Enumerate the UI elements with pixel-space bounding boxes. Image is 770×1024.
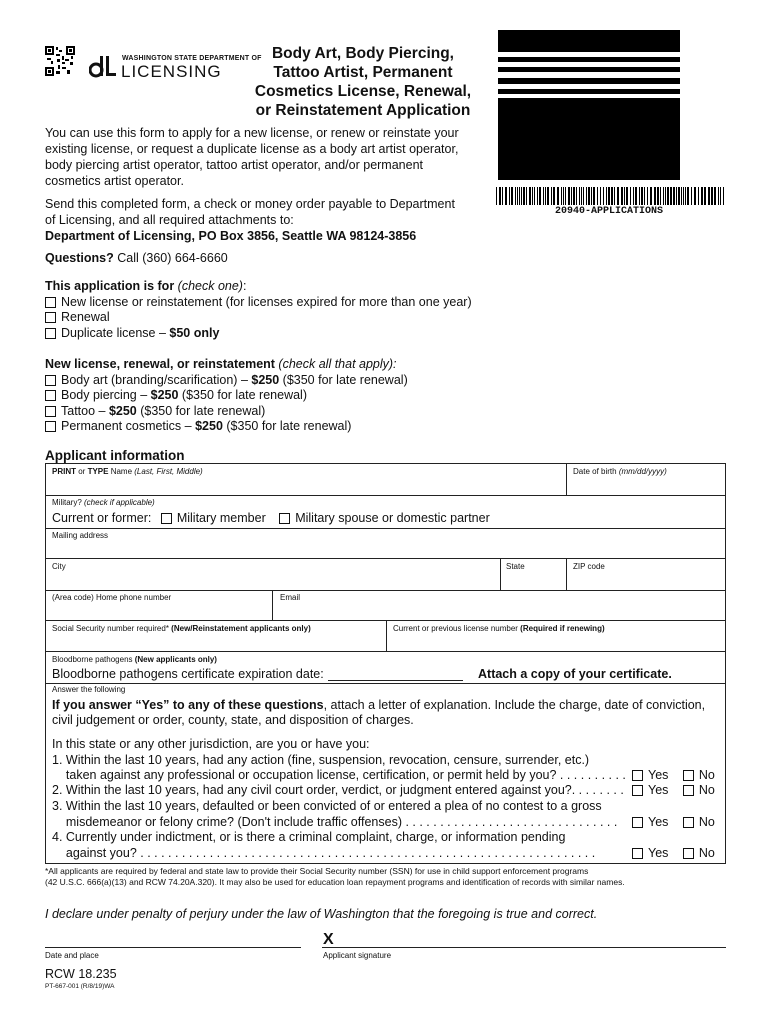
option-fee: $250 (251, 373, 280, 387)
option-tattoo[interactable] (45, 403, 265, 419)
form-id: PT-667-001 (R/8/19)WA (45, 983, 115, 990)
form-title (234, 44, 492, 120)
city-label: City (52, 562, 66, 571)
prev-license-label (393, 624, 605, 634)
barcode-text: 20940-APPLICATIONS (555, 206, 664, 217)
label-bold: (New/Reinstatement applicants only) (171, 624, 311, 633)
date-place-input[interactable] (45, 930, 301, 948)
bbp-date-input[interactable] (328, 666, 463, 681)
option-label: Permanent cosmetics – (61, 419, 196, 433)
footnote-line-1: *All applicants are required by federal and state law to provide their Social Security number (SSN) for use in child support enforcement programs (45, 866, 589, 876)
dol-logo-icon (89, 54, 117, 78)
option-late-fee: ($350 for late renewal) (222, 419, 352, 433)
intro-line-2: existing license, or request a duplicate license as a body art artist operator, (45, 142, 459, 156)
applicant-section-title: Applicant information (45, 448, 185, 463)
question-4-answers (632, 845, 715, 861)
yes-label: Yes (648, 783, 669, 797)
label-hint: (mm/dd/yyyy) (618, 467, 667, 476)
body-piercing-checkbox[interactable] (45, 390, 56, 401)
agency-name-top: WASHINGTON STATE DEPARTMENT OF (122, 55, 262, 62)
new-license-checkbox[interactable] (45, 297, 56, 308)
question-3-line-1: 3. Within the last 10 years, defaulted or been convicted of or entered a plea of no contest to a gross (52, 799, 602, 813)
dob-input[interactable] (569, 478, 723, 493)
state-input[interactable] (503, 573, 564, 588)
label-bold: (New applicants only) (134, 655, 217, 664)
intro-rest: , attach a letter of explanation. Include the charge, date of conviction, (323, 698, 706, 712)
duplicate-fee: $50 only (169, 326, 220, 340)
q3-yes-checkbox[interactable] (632, 817, 643, 828)
no-label: No (698, 783, 715, 797)
perjury-declaration: I declare under penalty of perjury under the law of Washington that the foregoing is true and correct. (45, 907, 598, 921)
option-label: Duplicate license – (61, 326, 170, 340)
questions-label: Questions? (45, 251, 114, 265)
no-label: No (698, 846, 715, 860)
option-permanent-cosmetics[interactable] (45, 418, 351, 434)
intro-line-4: cosmetics artist operator. (45, 174, 184, 188)
title-line-2: Tattoo Artist, Permanent (273, 64, 453, 81)
option-late-fee: ($350 for late renewal) (136, 404, 266, 418)
ssn-input[interactable] (48, 635, 384, 649)
title-line-4: or Reinstatement Application (255, 102, 471, 119)
ssn-footnote (45, 866, 625, 888)
duplicate-checkbox[interactable] (45, 328, 56, 339)
q1-yes-checkbox[interactable] (632, 770, 643, 781)
agency-name-main: LICENSING (121, 62, 222, 81)
label-hint: (check if applicable) (84, 498, 155, 507)
question-1-line-2: taken against any professional or occupation license, certification, or permit held by you? . . . . . . . . . . (52, 768, 626, 782)
label-part: Current or previous license number (393, 624, 521, 633)
option-label: Body art (branding/scarification) – (61, 373, 252, 387)
phone-input[interactable] (48, 604, 270, 618)
bbp-expiration-text: Bloodborne pathogens certificate expiration date: (52, 667, 324, 681)
label-part: Date of birth (573, 467, 619, 476)
label-part: Military? (52, 498, 85, 507)
license-types-heading (45, 356, 397, 372)
license-types-label: New license, renewal, or reinstatement (45, 357, 275, 371)
option-renewal[interactable] (45, 309, 110, 325)
option-fee: $250 (150, 388, 179, 402)
body-art-checkbox[interactable] (45, 375, 56, 386)
option-fee: $250 (195, 419, 223, 433)
prev-license-input[interactable] (389, 635, 723, 649)
intro-line-3: body piercing artist operator, tattoo artist operator, and/or permanent (45, 158, 423, 172)
license-types-hint: (check all that apply): (274, 357, 397, 371)
intro-paragraph (45, 125, 495, 189)
label-part: or (76, 467, 88, 476)
military-member-checkbox[interactable] (161, 513, 172, 524)
label-part: Social Security number required* (52, 624, 172, 633)
permanent-cosmetics-checkbox[interactable] (45, 421, 56, 432)
label-bold: (Required if renewing) (520, 624, 605, 633)
email-input[interactable] (275, 604, 723, 618)
phone-label: (Area code) Home phone number (52, 593, 172, 602)
zip-input[interactable] (569, 573, 723, 588)
no-label: No (698, 768, 715, 782)
renewal-checkbox[interactable] (45, 312, 56, 323)
footnote-line-2: (42 U.S.C. 666(a)(13) and RCW 74.20A.320). It may also be used for education loan repayment programs and identification of records with similar names. (45, 877, 625, 887)
option-fee: $250 (108, 404, 137, 418)
send-line-2: of Licensing, and all required attachments to: (45, 213, 294, 227)
title-line-3: Cosmetics License, Renewal, (254, 83, 472, 100)
q3-no-checkbox[interactable] (683, 817, 694, 828)
question-1-answers (632, 767, 715, 783)
date-place-label: Date and place (45, 951, 99, 960)
mailing-address-input[interactable] (48, 542, 723, 556)
q2-yes-checkbox[interactable] (632, 785, 643, 796)
option-label: New license or reinstatement (for licenses expired for more than one year) (61, 295, 472, 309)
q2-no-checkbox[interactable] (683, 785, 694, 796)
tattoo-checkbox[interactable] (45, 406, 56, 417)
question-1-line-1: 1. Within the last 10 years, had any action (fine, suspension, revocation, censure, surrender, etc.) (52, 753, 590, 767)
name-field-label (52, 467, 203, 477)
q1-no-checkbox[interactable] (683, 770, 694, 781)
mailing-address-text: Department of Licensing, PO Box 3856, Seattle WA 98124-3856 (45, 229, 417, 243)
option-new-license[interactable] (45, 294, 472, 310)
city-input[interactable] (48, 573, 498, 588)
answer-following-label: Answer the following (52, 685, 126, 694)
question-3-line-2: misdemeanor or felony crime? (Don't include traffic offenses) . . . . . . . . . . . . . . . . . . . . . . . . . . . . . . . (52, 815, 618, 829)
question-2-answers (632, 782, 715, 798)
military-options (52, 510, 490, 526)
option-label: Body piercing – (61, 388, 151, 402)
signature-label: Applicant signature (323, 951, 392, 960)
title-line-1: Body Art, Body Piercing, (271, 45, 454, 62)
option-label: Renewal (61, 310, 110, 324)
signature-x-mark: X (323, 931, 334, 948)
label-hint: (Last, First, Middle) (134, 467, 203, 476)
intro-line-1: You can use this form to apply for a new license, or renew or reinstate your (45, 126, 459, 140)
send-line-1: Send this completed form, a check or money order payable to Department (45, 197, 455, 211)
questions-contact (45, 250, 228, 266)
military-spouse-label: Military spouse or domestic partner (295, 511, 490, 525)
state-label: State (506, 562, 525, 571)
question-3-answers (632, 814, 715, 830)
no-label: No (698, 815, 715, 829)
bbp-attach-note: Attach a copy of your certificate. (478, 667, 672, 681)
option-late-fee: ($350 for late renewal) (279, 373, 408, 387)
application-for-heading (45, 278, 246, 294)
military-spouse-checkbox[interactable] (279, 513, 290, 524)
label-part: PRINT (52, 467, 76, 476)
barcode-bars (496, 187, 726, 207)
yes-label: Yes (648, 768, 669, 782)
qr-code (45, 46, 75, 76)
military-prefix: Current or former: (52, 511, 152, 525)
question-4-line-1: 4. Currently under indictment, or is there a criminal complaint, charge, or information pending (52, 830, 566, 844)
questions-lead: In this state or any other jurisdiction, are you or have you: (52, 737, 370, 751)
yes-label: Yes (648, 846, 669, 860)
bbp-label (52, 655, 217, 665)
zip-label: ZIP code (573, 562, 605, 571)
label-part: Name (108, 467, 135, 476)
mailing-address-label: Mailing address (52, 531, 109, 540)
email-label: Email (280, 593, 301, 602)
ssn-label (52, 624, 311, 634)
option-duplicate[interactable] (45, 325, 219, 341)
option-body-art[interactable] (45, 372, 408, 388)
option-body-piercing[interactable] (45, 387, 307, 403)
application-for-label: This application is for (45, 279, 175, 293)
signature-input[interactable] (322, 930, 726, 948)
dob-field-label (573, 467, 667, 477)
label-part: Bloodborne pathogens (52, 655, 135, 664)
question-2-line-1: 2. Within the last 10 years, had any civil court order, verdict, or judgment entered against you?. . . . . . . . (52, 783, 624, 797)
barcode (496, 187, 726, 207)
question-4-line-2: against you? . . . . . . . . . . . . . . . . . . . . . . . . . . . . . . . . . . . . . . . . . . . . . . . . . . . . . . . . . . . . . . . . . . (52, 846, 596, 860)
yes-label: Yes (648, 815, 669, 829)
q4-no-checkbox[interactable] (683, 848, 694, 859)
military-field-label (52, 498, 155, 508)
name-input[interactable] (48, 478, 563, 493)
label-part: TYPE (87, 467, 109, 476)
application-for-hint: (check one) (174, 279, 243, 293)
option-late-fee: ($350 for late renewal) (178, 388, 307, 402)
send-paragraph (45, 196, 495, 244)
intro-bold: If you answer “Yes” to any of these questions (52, 698, 324, 712)
option-label: Tattoo – (61, 404, 109, 418)
rcw-reference: RCW 18.235 (45, 967, 117, 981)
application-for-colon: : (242, 279, 247, 293)
questions-intro-line-1 (52, 697, 705, 713)
military-member-label: Military member (176, 511, 266, 525)
q4-yes-checkbox[interactable] (632, 848, 643, 859)
questions-intro-line-2: civil judgement or order, county, state, and disposition of charges. (52, 713, 414, 727)
questions-phone: Call (360) 664-6660 (113, 251, 228, 265)
